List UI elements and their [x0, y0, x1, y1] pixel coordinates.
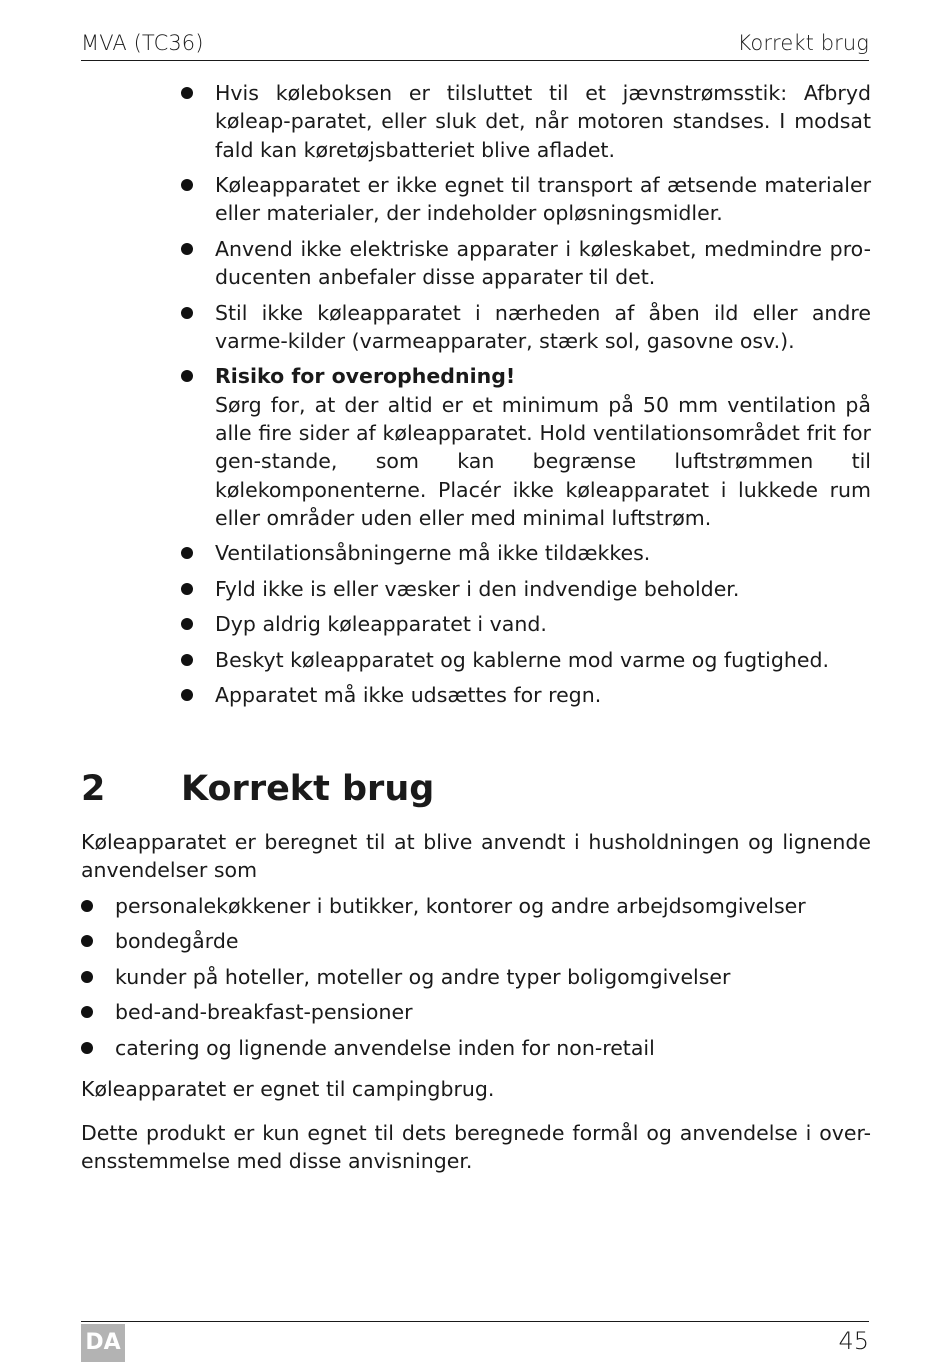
bullet-icon [181, 307, 193, 319]
list-item: Anvend ikke elektriske apparater i køleskabet, medmindre pro-ducenten anbefaler disse apparater til det. [181, 235, 871, 292]
bullet-icon [81, 1042, 93, 1054]
bullet-icon [81, 971, 93, 983]
list-item: personalekøkkener i butikker, kontorer og andre arbejdsomgivelser [81, 892, 871, 920]
safety-instructions-list [181, 79, 871, 717]
intro-paragraph: Køleapparatet er beregnet til at blive anvendt i husholdningen og lignende anvendelser som [81, 830, 871, 883]
list-item: kunder på hoteller, moteller og andre typer boligomgivelser [81, 963, 871, 991]
camping-paragraph: Køleapparatet er egnet til campingbrug. [81, 1077, 495, 1101]
bullet-icon [181, 547, 193, 559]
bullet-icon [181, 370, 193, 382]
purpose-paragraph: Dette produkt er kun egnet til dets beregnede formål og anvendelse i over-ensstemmelse med disse anvisninger. [81, 1121, 871, 1174]
bullet-icon [181, 243, 193, 255]
list-item: Dyp aldrig køleapparatet i vand. [181, 610, 871, 638]
bullet-icon [181, 689, 193, 701]
list-item: Risiko for overophedning! Sørg for, at der altid er et minimum på 50 mm ventilation på alle fire sider af køleapparatet. Hold ventilationsområdet frit for gen-stande, som kan begrænse luftstrømmen til kølekomponenterne. Placér ikke køleapparatet i lukkede rum eller områder uden eller med minimal luftstrøm. [181, 362, 871, 532]
page-number: 45 [838, 1327, 869, 1355]
section-title: Korrekt brug [181, 769, 435, 809]
bullet-icon [181, 654, 193, 666]
list-item: Hvis køleboksen er tilsluttet til et jævnstrømsstik: Afbryd køleap-paratet, eller sluk det, når motoren standses. I modsat fald kan køretøjsbatteriet blive afladet. [181, 79, 871, 164]
section-number: 2 [81, 769, 106, 809]
bullet-icon [181, 179, 193, 191]
uses-list [81, 892, 871, 1069]
document-title: MVA (TC36) [81, 31, 204, 55]
list-item: Ventilationsåbningerne må ikke tildækkes. [181, 539, 871, 567]
bullet-icon [81, 900, 93, 912]
list-item: bed-and-breakfast-pensioner [81, 998, 871, 1026]
section-heading [81, 767, 869, 811]
bullet-icon [81, 935, 93, 947]
list-item: bondegårde [81, 927, 871, 955]
warning-title: Risiko for overophedning! [215, 364, 516, 389]
bullet-icon [81, 1006, 93, 1018]
list-item: Køleapparatet er ikke egnet til transport af ætsende materialer eller materialer, der indeholder opløsningsmidler. [181, 171, 871, 228]
list-item: Fyld ikke is eller væsker i den indvendige beholder. [181, 575, 871, 603]
bullet-icon [181, 87, 193, 99]
list-item: catering og lignende anvendelse inden for non-retail [81, 1034, 871, 1062]
list-item: Stil ikke køleapparatet i nærheden af åben ild eller andre varme-kilder (varmeapparater, stærk sol, gasovne osv.). [181, 299, 871, 356]
bullet-icon [181, 618, 193, 630]
list-item: Beskyt køleapparatet og kablerne mod varme og fugtighed. [181, 646, 871, 674]
chapter-title: Korrekt brug [737, 31, 869, 55]
bullet-icon [181, 583, 193, 595]
language-badge: DA [81, 1324, 125, 1362]
list-item: Apparatet må ikke udsættes for regn. [181, 681, 871, 709]
page-footer [81, 1321, 869, 1365]
page-header [81, 30, 869, 61]
